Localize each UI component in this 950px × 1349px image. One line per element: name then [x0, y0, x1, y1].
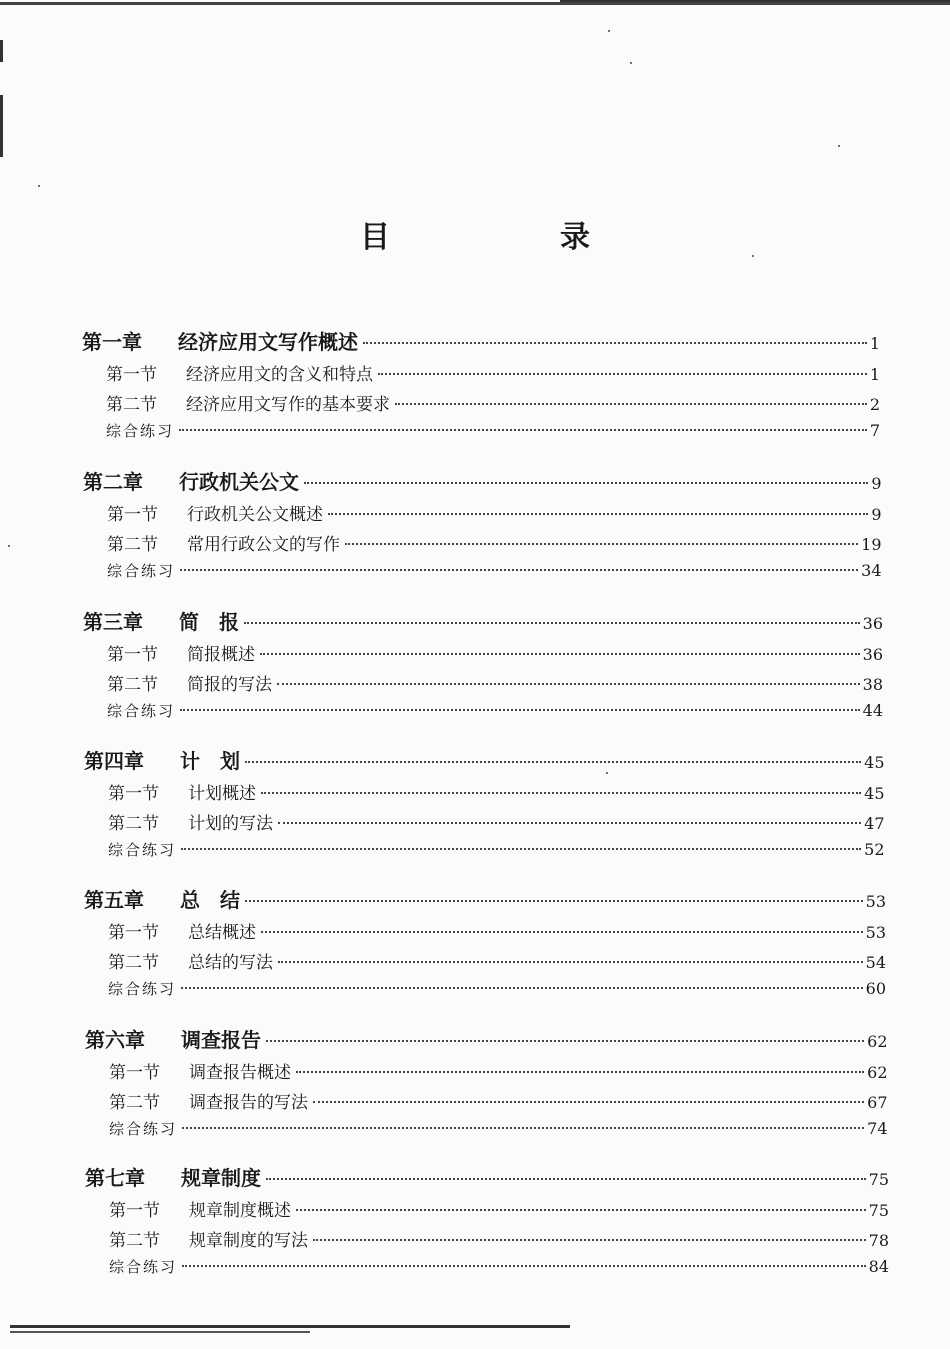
chapter-title: 简 报 — [179, 610, 239, 634]
exercise-row — [108, 839, 885, 860]
page-title: 目 录 — [360, 220, 660, 255]
dot-leader — [179, 429, 867, 431]
dot-leader — [395, 403, 867, 405]
chapter-title: 调查报告 — [181, 1028, 261, 1052]
scan-border-top-right — [560, 0, 950, 2]
section-number: 第一节 — [109, 1201, 160, 1221]
section-title: 简报的写法 — [187, 675, 272, 695]
exercise-label: 综合练习 — [109, 1258, 178, 1276]
section-number: 第一节 — [108, 784, 159, 804]
section-title: 计划概述 — [188, 784, 256, 804]
section-title: 总结概述 — [188, 923, 256, 943]
page-number: 34 — [861, 561, 882, 580]
section-number: 第二节 — [108, 953, 159, 973]
page-number: 54 — [865, 953, 886, 972]
page-number: 47 — [864, 814, 885, 833]
exercise-label: 综合练习 — [107, 702, 176, 720]
scan-border-top — [0, 2, 950, 5]
page-number: 38 — [862, 675, 883, 694]
section-row — [109, 1058, 888, 1083]
section-number: 第一节 — [107, 505, 158, 525]
section-title: 规章制度的写法 — [189, 1231, 308, 1251]
section-title: 调查报告的写法 — [189, 1093, 308, 1113]
chapter-row — [83, 466, 882, 495]
dot-leader — [266, 1178, 866, 1180]
exercise-label: 综合练习 — [108, 841, 177, 859]
page-number: 67 — [867, 1093, 888, 1112]
dot-leader — [345, 543, 858, 545]
page-number: 84 — [868, 1257, 889, 1276]
chapter-title: 行政机关公文 — [179, 470, 299, 494]
section-title: 计划的写法 — [188, 814, 273, 834]
section-number: 第二节 — [109, 1231, 160, 1251]
page-number: 19 — [861, 535, 882, 554]
exercise-row — [107, 560, 882, 581]
dot-leader — [180, 569, 858, 571]
dot-leader — [260, 653, 860, 655]
section-row — [108, 809, 885, 834]
exercise-label: 综合练习 — [106, 422, 175, 440]
dot-leader — [181, 848, 861, 850]
dot-leader — [378, 373, 867, 375]
dot-leader — [278, 961, 863, 963]
dot-leader — [277, 683, 860, 685]
section-title: 常用行政公文的写作 — [187, 535, 340, 555]
scan-border-bottom — [10, 1325, 570, 1328]
dot-leader — [313, 1101, 864, 1103]
dot-leader — [181, 987, 863, 989]
dot-leader — [182, 1265, 866, 1267]
page-number: 53 — [865, 923, 886, 942]
scan-edge-mark — [0, 40, 3, 62]
dot-leader — [363, 342, 867, 344]
chapter-number: 第五章 — [84, 888, 144, 912]
scan-speck — [8, 545, 10, 547]
section-number: 第一节 — [108, 923, 159, 943]
page-number: 36 — [862, 614, 883, 633]
section-number: 第二节 — [109, 1093, 160, 1113]
chapter-row — [85, 1024, 888, 1053]
chapter-row — [82, 326, 880, 355]
chapter-number: 第三章 — [83, 610, 143, 634]
chapter-number: 第四章 — [84, 749, 144, 773]
section-row — [108, 948, 886, 973]
section-number: 第一节 — [109, 1063, 160, 1083]
dot-leader — [245, 900, 863, 902]
dot-leader — [261, 792, 861, 794]
section-row — [109, 1226, 889, 1251]
scan-speck — [38, 185, 40, 187]
dot-leader — [244, 622, 860, 624]
section-row — [107, 640, 883, 665]
dot-leader — [304, 482, 868, 484]
section-number: 第一节 — [107, 645, 158, 665]
chapter-title: 总 结 — [180, 888, 240, 912]
page-number: 78 — [868, 1231, 889, 1250]
page-number: 60 — [865, 979, 886, 998]
page-number: 75 — [868, 1201, 889, 1220]
dot-leader — [266, 1040, 864, 1042]
section-row — [108, 779, 885, 804]
scan-border-bottom-2 — [10, 1331, 310, 1333]
section-number: 第二节 — [107, 535, 158, 555]
dot-leader — [296, 1209, 866, 1211]
page-number: 9 — [871, 474, 882, 493]
scan-speck — [608, 30, 610, 32]
page-number: 62 — [867, 1032, 888, 1051]
chapter-number: 第一章 — [82, 330, 142, 354]
scan-speck — [630, 62, 632, 64]
section-number: 第二节 — [107, 675, 158, 695]
page-number: 53 — [865, 892, 886, 911]
page-number: 9 — [871, 505, 882, 524]
section-title: 总结的写法 — [188, 953, 273, 973]
page-number: 1 — [869, 365, 880, 384]
page-number: 44 — [862, 701, 883, 720]
section-row — [106, 390, 880, 415]
section-title: 简报概述 — [187, 645, 255, 665]
chapter-number: 第七章 — [85, 1166, 145, 1190]
section-title: 调查报告概述 — [189, 1063, 291, 1083]
section-title: 规章制度概述 — [189, 1201, 291, 1221]
chapter-number: 第二章 — [83, 470, 143, 494]
page-number: 1 — [869, 334, 880, 353]
section-row — [106, 360, 880, 385]
page-number: 45 — [864, 784, 885, 803]
section-row — [109, 1088, 888, 1113]
exercise-row — [109, 1118, 888, 1139]
page-number: 2 — [869, 395, 880, 414]
dot-leader — [261, 931, 863, 933]
exercise-row — [106, 420, 880, 441]
chapter-title: 计 划 — [180, 749, 240, 773]
page-number: 7 — [869, 421, 880, 440]
section-row — [109, 1196, 889, 1221]
chapter-row — [84, 745, 885, 774]
page-number: 74 — [867, 1119, 888, 1138]
chapter-title: 规章制度 — [181, 1166, 261, 1190]
dot-leader — [182, 1127, 864, 1129]
exercise-row — [109, 1256, 889, 1277]
chapter-row — [83, 606, 883, 635]
dot-leader — [180, 709, 860, 711]
section-number: 第二节 — [108, 814, 159, 834]
page-number: 62 — [867, 1063, 888, 1082]
section-title: 经济应用文的含义和特点 — [186, 365, 373, 385]
dot-leader — [296, 1071, 864, 1073]
section-row — [108, 918, 886, 943]
chapter-title: 经济应用文写作概述 — [178, 330, 358, 354]
chapter-row — [84, 884, 886, 913]
dot-leader — [328, 513, 868, 515]
page-number: 52 — [864, 840, 885, 859]
dot-leader — [245, 761, 861, 763]
dot-leader — [278, 822, 861, 824]
exercise-label: 综合练习 — [108, 980, 177, 998]
exercise-label: 综合练习 — [107, 562, 176, 580]
exercise-row — [108, 978, 886, 999]
section-row — [107, 500, 882, 525]
section-number: 第二节 — [106, 395, 157, 415]
chapter-number: 第六章 — [85, 1028, 145, 1052]
exercise-label: 综合练习 — [109, 1120, 178, 1138]
chapter-row — [85, 1162, 889, 1191]
page-number: 75 — [868, 1170, 889, 1189]
section-title: 行政机关公文概述 — [187, 505, 323, 525]
section-number: 第一节 — [106, 365, 157, 385]
dot-leader — [313, 1239, 866, 1241]
exercise-row — [107, 700, 883, 721]
section-title: 经济应用文写作的基本要求 — [186, 395, 390, 415]
scan-speck — [838, 145, 840, 147]
section-row — [107, 530, 882, 555]
page-number: 45 — [864, 753, 885, 772]
scan-edge-mark — [0, 95, 3, 157]
section-row — [107, 670, 883, 695]
page-number: 36 — [862, 645, 883, 664]
